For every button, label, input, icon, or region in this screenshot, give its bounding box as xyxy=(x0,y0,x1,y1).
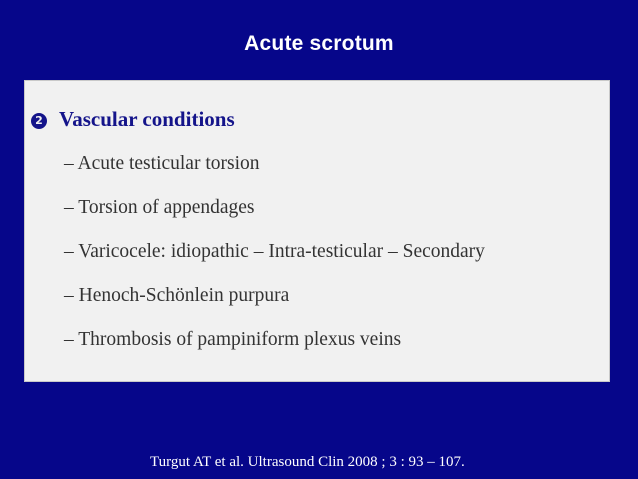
section-heading-text: Vascular conditions xyxy=(59,107,235,131)
citation: Turgut AT et al. Ultrasound Clin 2008 ; 3 : 93 – 107. xyxy=(150,454,465,470)
list-item: – Torsion of appendages xyxy=(64,197,255,218)
list-item: – Varicocele: idiopathic – Intra-testicular – Secondary xyxy=(64,241,485,262)
section-heading xyxy=(31,107,235,132)
circled-digit-two-icon: 2 xyxy=(31,113,47,129)
condition-list xyxy=(64,153,485,373)
list-item: – Henoch-Schönlein purpura xyxy=(64,285,290,306)
list-item: – Acute testicular torsion xyxy=(64,153,260,174)
slide-title: Acute scrotum xyxy=(244,32,394,55)
list-item: – Thrombosis of pampiniform plexus veins xyxy=(64,329,402,350)
content-panel xyxy=(24,80,610,382)
